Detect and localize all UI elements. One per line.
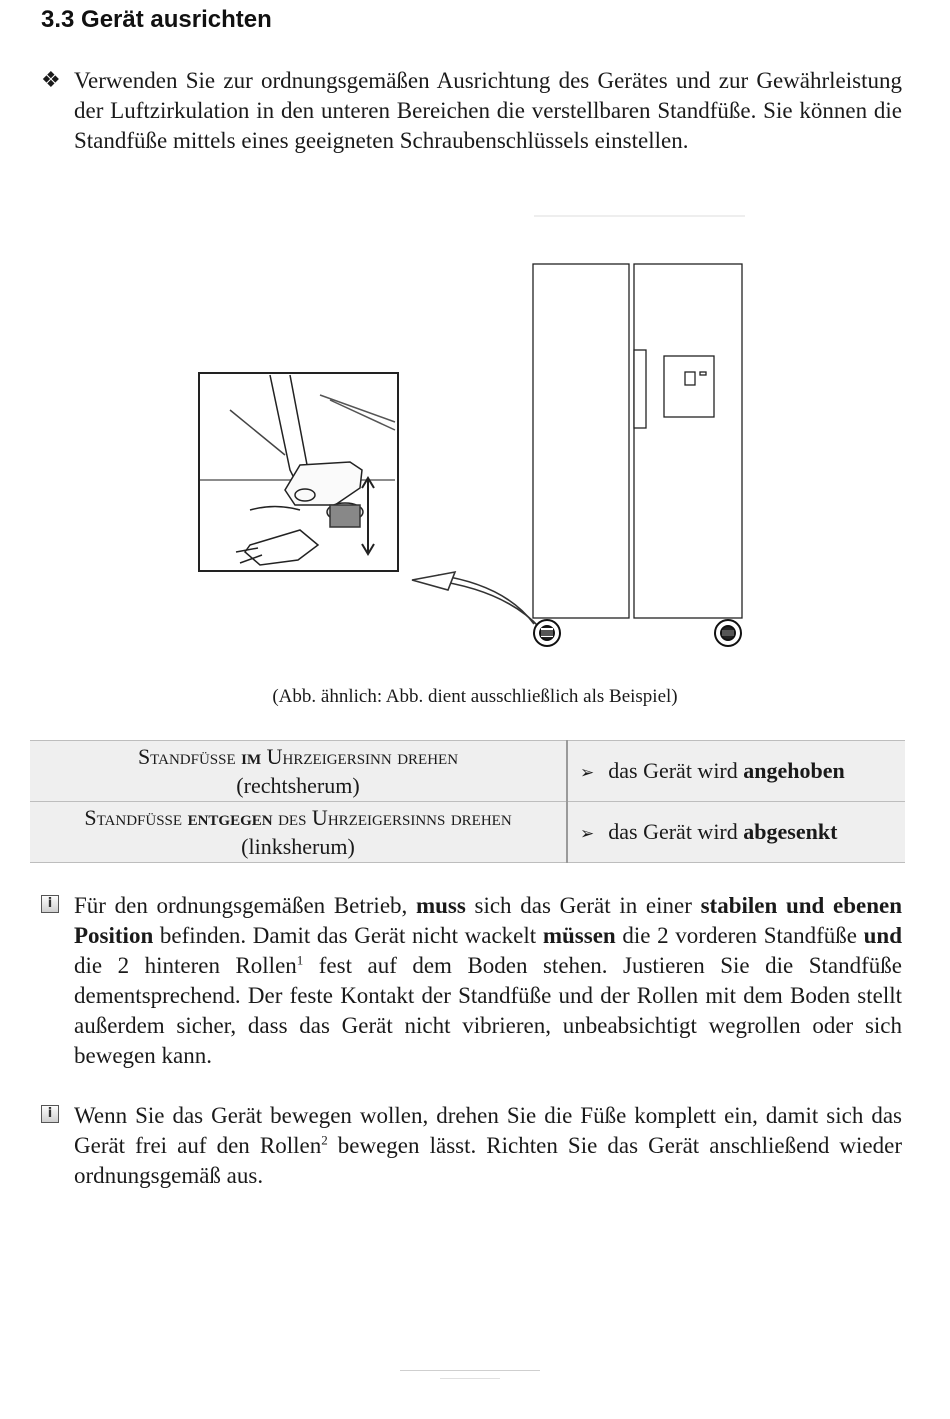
note-text: Für den ordnungsgemäßen Betrieb, muss sich das Gerät in einer stabilen und ebenen Position befinden. Damit das Gerät nicht wackelt müssen die 2 vorderen Standfüße und die 2 hinteren Rollen$^1$ fest auf dem Boden stehen. Justieren Sie die Standfüße dementsprechend. Der feste Kontakt der Standfüße und der Rollen mit dem Boden stellt außerdem sicher, dass das Gerät nicht vibrieren, unbeabsichtigt wegrollen oder sich bewegen kann.	[74, 893, 902, 1068]
footer-divider	[440, 1378, 500, 1379]
roller-icon	[715, 620, 741, 646]
diamond-bullet-icon: ❖	[41, 68, 61, 93]
info-icon: i	[41, 895, 59, 913]
result-cell: ➢ das Gerät wird abgesenkt	[567, 802, 905, 863]
arrow-bullet-icon: ➢	[580, 763, 595, 783]
hand-wrench-detail-icon	[199, 373, 398, 571]
intro-text: Verwenden Sie zur ordnungsgemäßen Ausrichtung des Gerätes und zur Gewährleistung der Luftzirkulation in den unteren Bereichen die verstellbaren Standfüße. Sie können die Standfüße mittels eines geeigneten Schraubenschlüssels einstellen.	[74, 68, 902, 153]
arrow-bullet-icon: ➢	[580, 824, 595, 844]
info-icon: i	[41, 1105, 59, 1123]
note-text: Wenn Sie das Gerät bewegen wollen, drehen Sie die Füße komplett ein, damit sich das Gerät frei auf den Rollen$^2$ bewegen lässt. Richten Sie das Gerät anschließend wieder ordnungsgemäß aus.	[74, 1103, 902, 1188]
action-cell: Standfüße entgegen des Uhrzeigersinns drehen (linksherum)	[30, 802, 567, 863]
intro-bullet	[41, 66, 902, 156]
footer-divider	[400, 1370, 540, 1371]
side-by-side-fridge-icon	[533, 216, 745, 618]
adjustment-table	[30, 740, 905, 863]
curved-arrow-icon	[412, 572, 540, 628]
table-row	[30, 802, 905, 863]
result-cell: ➢ das Gerät wird angehoben	[567, 741, 905, 802]
action-cell: Standfüße im Uhrzeigersinn drehen (rechtsherum)	[30, 741, 567, 802]
figure-caption: (Abb. ähnlich: Abb. dient ausschließlich als Beispiel)	[272, 686, 678, 707]
table-row	[30, 741, 905, 802]
adjustable-foot-icon	[534, 620, 560, 646]
section-heading: 3.3 Gerät ausrichten	[41, 6, 272, 33]
note-moving	[41, 1101, 902, 1191]
note-stability	[41, 891, 902, 1071]
